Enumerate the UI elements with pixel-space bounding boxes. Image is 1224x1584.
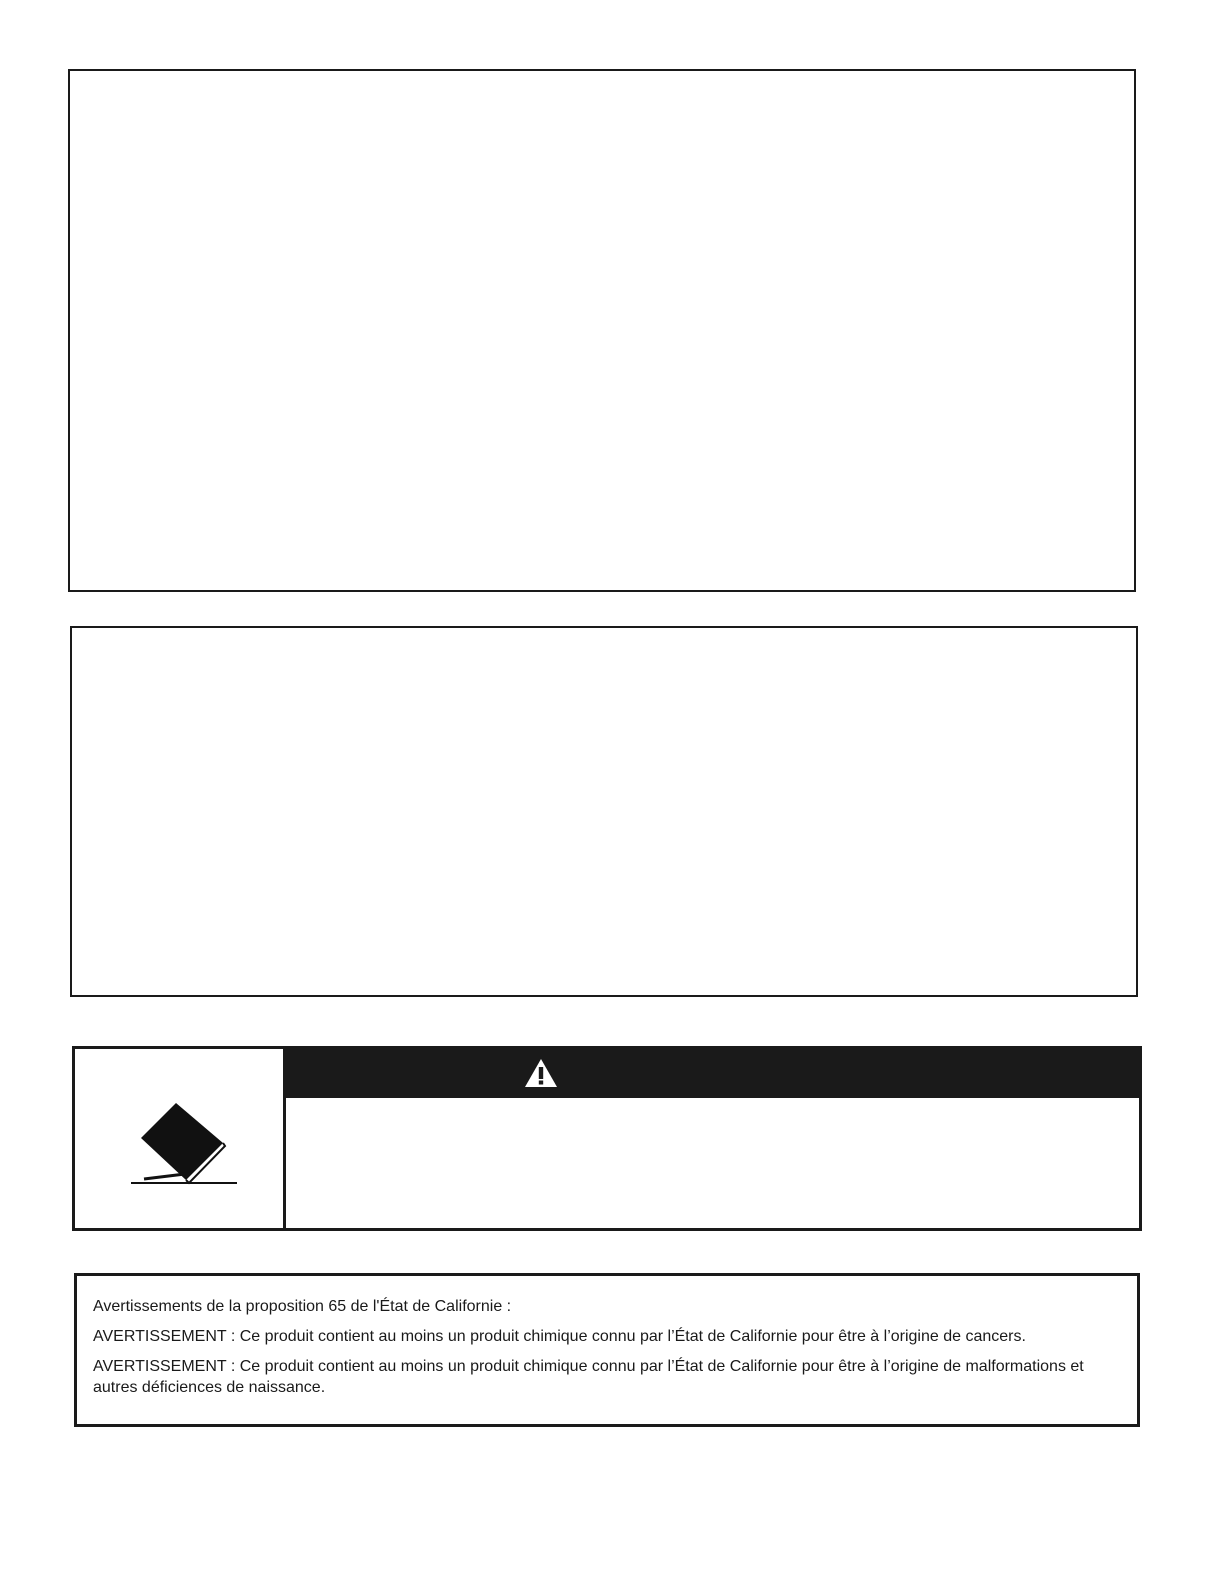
tip-over-warning-block: [72, 1046, 1142, 1231]
content-box-middle: [70, 626, 1138, 997]
prop65-cancer-warning: AVERTISSEMENT : Ce produit contient au moins un produit chimique connu par l’État de Californie pour être à l’origine de cancers.: [93, 1328, 1026, 1345]
warning-icon-panel: [75, 1049, 286, 1228]
prop65-heading: Avertissements de la proposition 65 de l'État de Californie :: [93, 1298, 512, 1315]
prop65-warning-box: [74, 1273, 1140, 1427]
warning-triangle-icon: [524, 1058, 558, 1088]
tip-over-appliance-icon: [127, 1099, 237, 1185]
content-box-top: [68, 69, 1136, 592]
prop65-birth-defect-warning: AVERTISSEMENT : Ce produit contient au moins un produit chimique connu par l’État de Californie pour être à l’origine de malformations et autres déficiences de naissance.: [93, 1358, 1084, 1396]
warning-body: [286, 1098, 1139, 1228]
warning-header-bar: [286, 1049, 1139, 1098]
